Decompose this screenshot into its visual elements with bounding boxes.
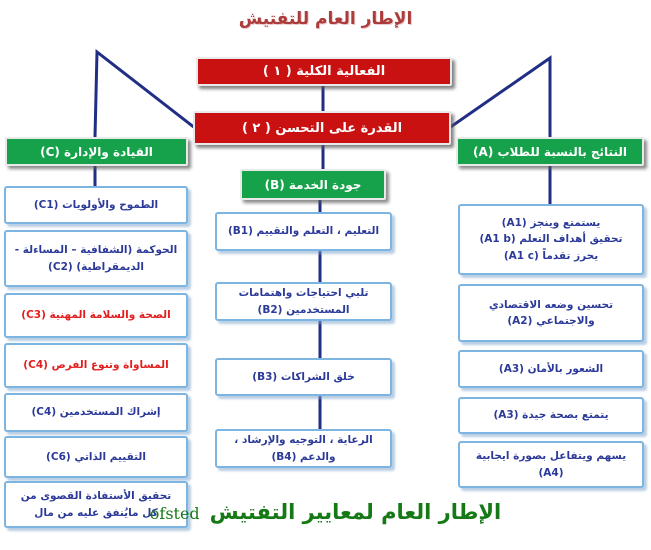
node-b2-user-needs-interests: تلبي احتياجات واهتمامات المستخدمين (B2): [215, 282, 392, 321]
node-a3-feel-safe: الشعور بالأمان (A3): [458, 350, 644, 388]
node-a1-line-2: تحقيق أهداف التعلم (A1 b): [479, 233, 623, 246]
node-c1-ambition-priorities: الطموح والأولويات (C1): [4, 186, 188, 224]
node-c2-governance: الحوكمة (الشفافية – المساءلة - الديمقراطية) (C2): [4, 230, 188, 287]
node-a1-line-1: يستمتع وينجز (A1): [501, 217, 601, 230]
node-c4-equality-opportunity: المساواة وتنوع الفرص (C4): [4, 343, 188, 388]
node-value-for-money: تحقيق الأستفادة القصوى من كل مايُنفق عليه من مال: [4, 481, 188, 528]
ofsted-label: ofsted: [149, 504, 200, 523]
node-overall-effectiveness: الفعالية الكلية ( ١ ): [196, 57, 452, 86]
node-a1-enjoy-achieve: [458, 204, 644, 275]
node-a4-positive-contribution: يسهم ويتفاعل بصورة ايجابية (A4): [458, 441, 644, 488]
node-c3-health-safety: الصحة والسلامة المهنية (C3): [4, 293, 188, 338]
branch-header-student-outcomes: النتائج بالنسبة للطلاب (A): [456, 137, 644, 166]
node-c4-user-engagement: إشراك المستخدمين (C4): [4, 393, 188, 432]
node-a3-good-health: يتمتع بصحة جيدة (A3): [458, 397, 644, 434]
node-a2-economic-social-wellbeing: تحسين وضعه الاقتصادي والاجتماعي (A2): [458, 284, 644, 342]
diagram-title-top: الإطار العام للتفتيش: [238, 9, 413, 29]
node-a1-line-3: يحرز تقدماً (A1 c): [503, 249, 599, 262]
node-capacity-to-improve: القدرة على التحسن ( ٢ ): [193, 111, 451, 145]
node-b3-partnerships: خلق الشراكات (B3): [215, 358, 392, 396]
diagram-title-bottom-arabic: الإطار العام لمعايير التفتيش: [209, 500, 502, 524]
node-c6-self-assessment: التقييم الذاتي (C6): [4, 436, 188, 478]
diagram-title-bottom: [150, 500, 501, 524]
branch-header-service-quality: جودة الخدمة (B): [240, 169, 386, 200]
node-b1-teaching-learning-assessment: التعليم ، التعلم والتقييم (B1): [215, 212, 392, 251]
branch-header-leadership: القيادة والإدارة (C): [5, 137, 188, 166]
node-b4-care-guidance-support: الرعاية ، التوجيه والإرشاد ، والدعم (B4): [215, 429, 392, 468]
